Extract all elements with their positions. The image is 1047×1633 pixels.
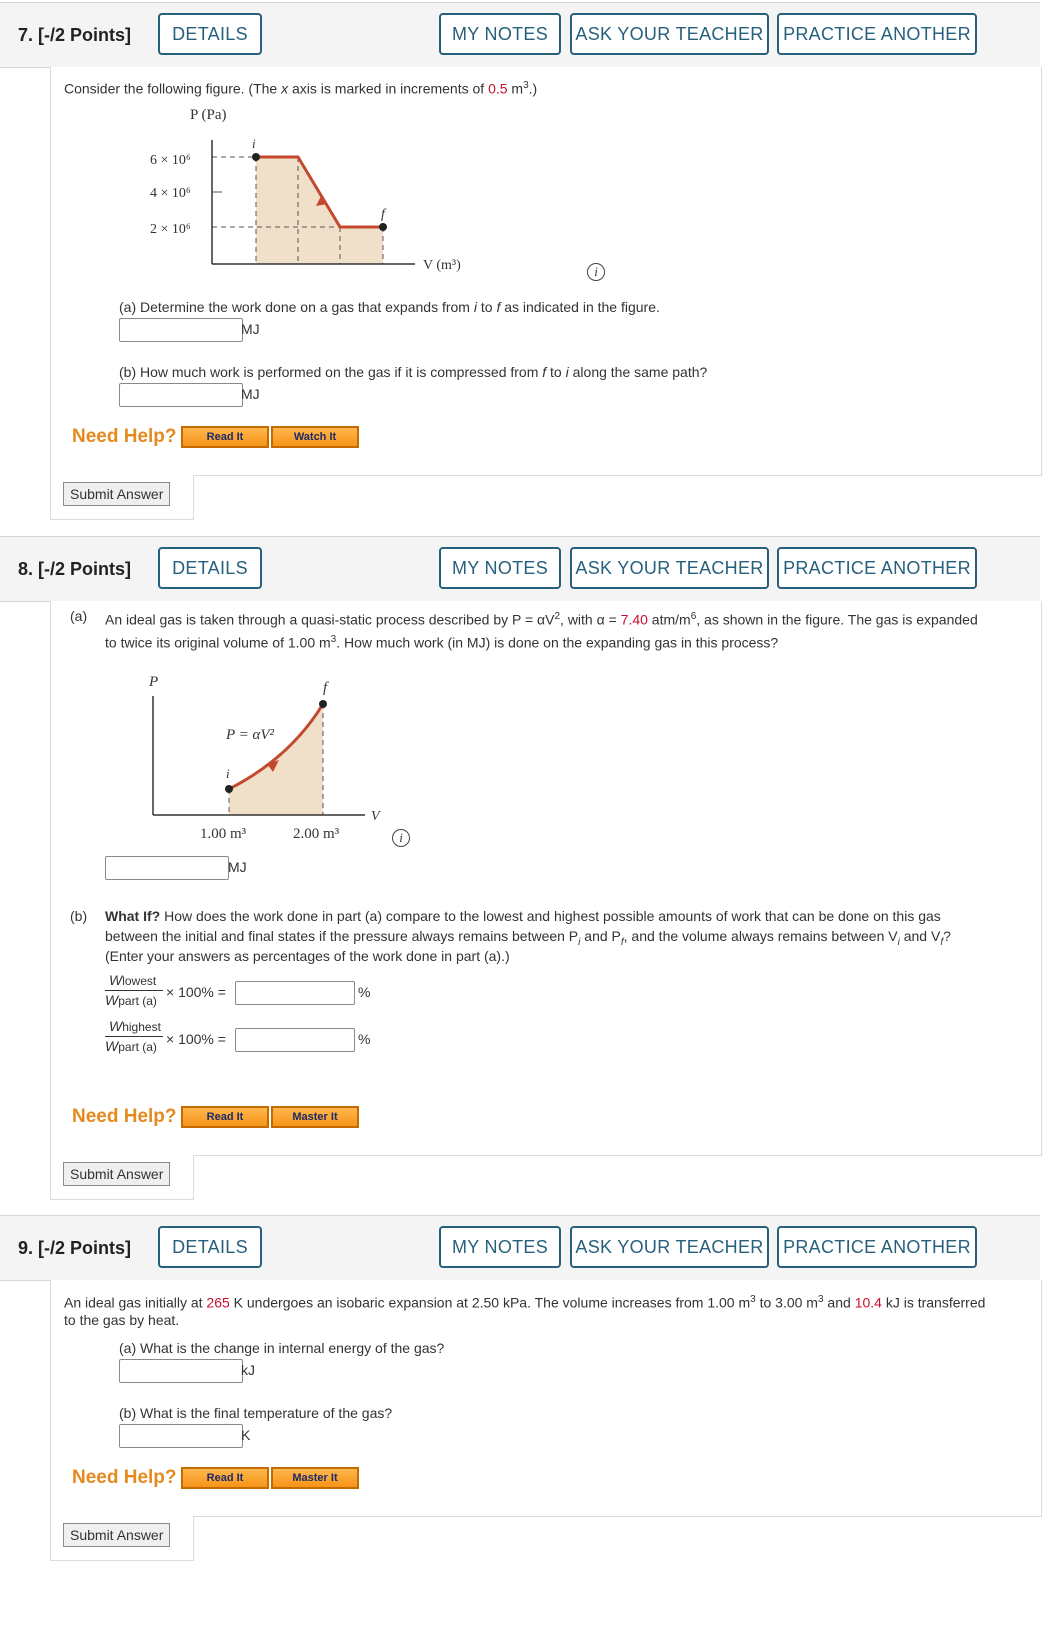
q8-point-f: [319, 700, 327, 708]
q8-highest-input[interactable]: [235, 1028, 355, 1052]
q8-my-notes-button[interactable]: MY NOTES: [439, 547, 561, 589]
q8-highest-times-label: × 100% =: [166, 1031, 226, 1047]
q8-lowest-percent: %: [358, 984, 371, 1000]
q8-pv-figure: [140, 668, 400, 848]
q8-details-button[interactable]: DETAILS: [158, 547, 262, 589]
q7-label-f: f: [381, 207, 385, 222]
q8-x-tick-1: 1.00 m³: [200, 826, 247, 842]
q7-my-notes-button[interactable]: MY NOTES: [439, 13, 561, 55]
q8-part-a-line1: An ideal gas is taken through a quasi-static process described by $P = \alpha V^2$, with α = 7.40 atm/$m^6$, as shown in the figure. The gas is expanded: [105, 611, 978, 628]
q9-master-it-button[interactable]: Master It: [271, 1467, 359, 1489]
q8-number: 8. [-/2 Points]: [18, 559, 132, 579]
q8-part-a-label: (a): [70, 608, 88, 624]
q9-part-b-input[interactable]: [119, 1424, 243, 1448]
q8-part-a-line2: to twice its original volume of 1.00 $m^3$. How much work (in MJ) is done on the expanding gas in this process?: [105, 634, 779, 651]
q8-master-it-button[interactable]: Master It: [271, 1106, 359, 1128]
q8-part-b-label: (b): [70, 908, 88, 924]
q7-point-f: [379, 223, 387, 231]
q9-number: 9. [-/2 Points]: [18, 1238, 132, 1258]
q7-tick-label-4e6: 4 × 10⁶: [150, 186, 191, 201]
q8-fraction-lowest: Wlowest Wpart (a): [105, 972, 163, 1008]
q7-details-button[interactable]: DETAILS: [158, 13, 262, 55]
q9-practice-another-button[interactable]: PRACTICE ANOTHER: [777, 1226, 977, 1268]
q9-read-it-button[interactable]: Read It: [181, 1467, 269, 1489]
q9-header: [0, 1215, 1040, 1281]
q7-label-i: i: [252, 136, 256, 151]
q7-submit-answer-button[interactable]: Submit Answer: [63, 482, 170, 506]
q9-ask-teacher-button[interactable]: ASK YOUR TEACHER: [570, 1226, 769, 1268]
q8-info-icon[interactable]: i: [392, 829, 410, 847]
q9-part-a-input[interactable]: [119, 1359, 243, 1383]
q7-read-it-button[interactable]: Read It: [181, 426, 269, 448]
q8-part-b-line2: between the initial and final states if the pressure always remains between $P_i$ and $P_f$, and the volume always remains between $V_i$ and $V_f$?: [105, 928, 951, 948]
q7-number: 7. [-/2 Points]: [18, 25, 132, 45]
q8-lowest-input[interactable]: [235, 981, 355, 1005]
q7-info-icon[interactable]: i: [587, 263, 605, 281]
q8-label-i: i: [226, 766, 230, 781]
q9-part-b-unit: K: [241, 1427, 251, 1443]
q7-ask-teacher-button[interactable]: ASK YOUR TEACHER: [570, 13, 769, 55]
q8-part-b-line1: What If? How does the work done in part (a) compare to the lowest and highest possible amounts of work that can be done on this gas: [105, 908, 941, 924]
q9-submit-answer-button[interactable]: Submit Answer: [63, 1523, 170, 1547]
q8-part-b-line3: (Enter your answers as percentages of the work done in part (a).): [105, 948, 510, 964]
q9-part-a-unit: kJ: [241, 1362, 255, 1378]
q7-shaded-area: [256, 157, 383, 264]
q8-submit-answer-button[interactable]: Submit Answer: [63, 1162, 170, 1186]
q8-header: [0, 536, 1040, 602]
q7-part-a-input[interactable]: [119, 318, 243, 342]
q8-x-axis-label: V: [371, 809, 380, 824]
q8-part-a-unit: MJ: [228, 859, 247, 875]
q8-part-a-input[interactable]: [105, 856, 229, 880]
q8-read-it-button[interactable]: Read It: [181, 1106, 269, 1128]
q7-tick-label-2e6: 2 × 10⁶: [150, 222, 191, 237]
q7-header: [0, 2, 1040, 68]
q8-x-tick-2: 2.00 m³: [293, 826, 340, 842]
q8-y-axis-label: P: [149, 674, 159, 690]
q8-lowest-times-label: × 100% =: [166, 984, 226, 1000]
q8-fraction-highest: Whighest Wpart (a): [105, 1018, 163, 1054]
q7-practice-another-button[interactable]: PRACTICE ANOTHER: [777, 13, 977, 55]
q8-practice-another-button[interactable]: PRACTICE ANOTHER: [777, 547, 977, 589]
q7-part-a-unit: MJ: [241, 321, 260, 337]
q7-pv-figure: [140, 100, 480, 280]
q7-watch-it-button[interactable]: Watch It: [271, 426, 359, 448]
q9-submit-area: [50, 1516, 194, 1561]
q8-ask-teacher-button[interactable]: ASK YOUR TEACHER: [570, 547, 769, 589]
q9-my-notes-button[interactable]: MY NOTES: [439, 1226, 561, 1268]
q7-part-b-unit: MJ: [241, 386, 260, 402]
q7-part-b-input[interactable]: [119, 383, 243, 407]
q7-need-help-label: Need Help?: [72, 426, 177, 447]
q7-submit-area: [50, 475, 194, 520]
q9-intro-line2: to the gas by heat.: [64, 1312, 180, 1328]
q8-equation-label: P = αV²: [226, 727, 275, 743]
q9-part-b-question: (b) What is the final temperature of the gas?: [119, 1405, 393, 1421]
q7-intro: Consider the following figure. (The x axis is marked in increments of 0.5 $m^3$.): [64, 80, 538, 97]
q7-tick-label-6e6: 6 × 10⁶: [150, 153, 191, 168]
q7-point-i: [252, 153, 260, 161]
q8-point-i: [225, 785, 233, 793]
q7-y-axis-label: P (Pa): [190, 107, 227, 123]
q9-intro-line1: An ideal gas initially at 265 K undergoes an isobaric expansion at 2.50 kPa. The volume increases from 1.00 $m^3$ to 3.00 $m^3$ and 10.4 kJ is transferred: [64, 1294, 986, 1311]
q9-details-button[interactable]: DETAILS: [158, 1226, 262, 1268]
q8-highest-percent: %: [358, 1031, 371, 1047]
q7-part-a-question: (a) Determine the work done on a gas that expands from i to f as indicated in the figure.: [119, 299, 660, 315]
q7-x-axis-label: V (m³): [423, 258, 461, 273]
q8-label-f: f: [323, 680, 328, 696]
q8-submit-area: [50, 1155, 194, 1200]
q7-part-b-question: (b) How much work is performed on the gas if it is compressed from f to i along the same path?: [119, 364, 708, 380]
q8-need-help-label: Need Help?: [72, 1106, 177, 1127]
q9-need-help-label: Need Help?: [72, 1467, 177, 1488]
q9-part-a-question: (a) What is the change in internal energy of the gas?: [119, 1340, 445, 1356]
